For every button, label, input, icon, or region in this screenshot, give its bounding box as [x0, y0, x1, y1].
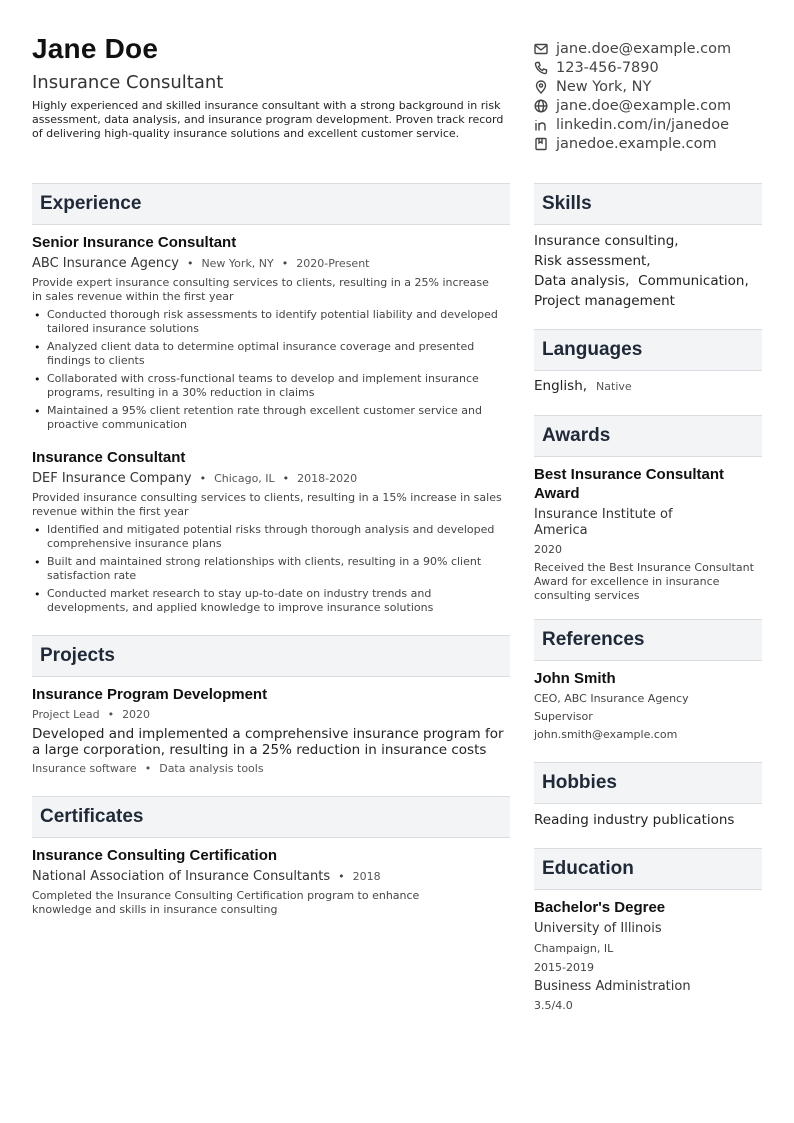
job-dates: 2020-Present: [296, 257, 370, 270]
separator-dot: •: [338, 870, 345, 883]
job-bullets: [32, 308, 504, 436]
award-org-line: Insurance Institute of: [534, 507, 673, 522]
separator-dot: •: [199, 472, 207, 485]
list-item: • Maintained a 95% client retention rate through excellent customer service and proactive communication: [32, 404, 504, 432]
certificate-issuer-line: [32, 869, 381, 884]
bookmark-icon: [534, 137, 548, 151]
contact-phone[interactable]: [534, 58, 774, 77]
reference-name: John Smith: [534, 670, 616, 687]
contact-portfolio-text: janedoe.example.com: [556, 135, 717, 152]
contact-website[interactable]: [534, 96, 774, 115]
education-section-header: Education: [534, 848, 762, 890]
list-item: • Built and maintained strong relationships with clients, resulting in a 90% client satisfaction rate: [32, 555, 504, 583]
job-bullets: [32, 523, 504, 619]
separator-dot: •: [107, 708, 115, 721]
contact-website-text: jane.doe@example.com: [556, 97, 732, 114]
project-tool: Data analysis tools: [159, 762, 264, 775]
list-item: • Conducted market research to stay up-to-date on industry trends and developments, and applied knowledge to improve insurance solutions: [32, 587, 504, 615]
list-item: • Conducted thorough risk assessments to identify potential liability and developed tailored insurance solutions: [32, 308, 504, 336]
job-summary: Provide expert insurance consulting services to clients, resulting in a 25% increase in sales revenue within the first year: [32, 276, 489, 303]
award-title: [534, 465, 762, 503]
envelope-icon: [534, 42, 548, 56]
project-tools: [32, 762, 264, 775]
contact-email-text: jane.doe@example.com: [556, 40, 732, 57]
linkedin-icon: [534, 118, 548, 132]
education-gpa: 3.5/4.0: [534, 999, 573, 1012]
skill-row: [534, 271, 762, 291]
list-item: • Collaborated with cross-functional teams to develop and implement insurance programs, resulting in a 30% reduction in claims: [32, 372, 504, 400]
job-company: DEF Insurance Company: [32, 471, 192, 486]
experience-section-header: Experience: [32, 183, 510, 225]
hobby-item: Reading industry publications: [534, 812, 735, 828]
job-dates: 2018-2020: [297, 472, 358, 485]
education-field: Business Administration: [534, 979, 691, 994]
hobbies-section-header: Hobbies: [534, 762, 762, 804]
contact-phone-text: 123-456-7890: [556, 59, 659, 76]
project-role: Project Lead: [32, 708, 100, 721]
globe-icon: [534, 99, 548, 113]
award-title-line: Best Insurance Consultant: [534, 466, 725, 483]
project-year: 2020: [122, 708, 151, 721]
map-pin-icon: [534, 80, 548, 94]
separator-dot: •: [144, 762, 152, 775]
language-level: Native: [596, 379, 632, 393]
reference-position: CEO, ABC Insurance Agency: [534, 692, 689, 705]
reference-relation: Supervisor: [534, 710, 593, 723]
skill-item: Data analysis,: [534, 273, 630, 289]
projects-section-header: Projects: [32, 635, 510, 677]
candidate-title: Insurance Consultant: [32, 72, 224, 93]
skills-section-header: Skills: [534, 183, 762, 225]
skill-item: Insurance consulting,: [534, 233, 679, 249]
contact-linkedin[interactable]: [534, 115, 774, 134]
award-title-line: Award: [534, 485, 580, 502]
skill-item: Project management: [534, 293, 675, 309]
list-item: • Analyzed client data to determine optimal insurance coverage and presented findings to clients: [32, 340, 504, 368]
contact-linkedin-text: linkedin.com/in/janedoe: [556, 116, 730, 133]
separator-dot: •: [281, 257, 289, 270]
reference-email[interactable]: john.smith@example.com: [534, 728, 678, 741]
certificates-section-header: Certificates: [32, 796, 510, 838]
list-item: • Identified and mitigated potential risks through thorough analysis and developed comprehensive insurance plans: [32, 523, 504, 551]
job-summary: Provided insurance consulting services to clients, resulting in a 15% increase in sales revenue within the first year: [32, 491, 502, 518]
contact-email[interactable]: [534, 39, 774, 58]
certificate-title: Insurance Consulting Certification: [32, 847, 278, 864]
project-description: Developed and implemented a comprehensive insurance program for a large corporation, resulting in a 25% reduction in insurance costs: [32, 726, 504, 758]
education-location: Champaign, IL: [534, 942, 614, 955]
awards-section-header: Awards: [534, 415, 762, 457]
job-company: ABC Insurance Agency: [32, 256, 179, 271]
award-organization: [534, 507, 762, 539]
certificate-issuer: National Association of Insurance Consultants: [32, 869, 331, 884]
education-dates: 2015-2019: [534, 961, 594, 974]
candidate-name: Jane Doe: [32, 33, 159, 64]
references-section-header: References: [534, 619, 762, 661]
skill-item: Risk assessment,: [534, 253, 651, 269]
job-title: Insurance Consultant: [32, 449, 186, 466]
language-name: English,: [534, 378, 588, 394]
project-tool: Insurance software: [32, 762, 137, 775]
project-title: Insurance Program Development: [32, 686, 268, 703]
job-location: Chicago, IL: [214, 472, 275, 485]
award-description: Received the Best Insurance Consultant Award for excellence in insurance consulting services: [534, 561, 754, 602]
skill-item: Communication,: [638, 273, 749, 289]
profile-summary: Highly experienced and skilled insurance consultant with a strong background in risk assessment, data analysis, and insurance program development. Proven track record of delivering high-quality insurance solutions and excellent customer service.: [32, 99, 504, 140]
job-location: New York, NY: [201, 257, 274, 270]
award-org-line: America: [534, 523, 588, 538]
contact-portfolio[interactable]: [534, 134, 774, 153]
contact-list: [534, 39, 774, 153]
certificate-description: Completed the Insurance Consulting Certification program to enhance knowledge and skills in insurance consulting: [32, 889, 420, 916]
skills-list: [534, 231, 762, 311]
job-company-line: [32, 256, 370, 271]
language-item: [534, 378, 632, 394]
education-degree: Bachelor's Degree: [534, 899, 666, 916]
languages-section-header: Languages: [534, 329, 762, 371]
award-year: 2020: [534, 543, 562, 556]
contact-location-text: New York, NY: [556, 78, 652, 95]
contact-location: [534, 77, 774, 96]
phone-icon: [534, 61, 548, 75]
job-title: Senior Insurance Consultant: [32, 234, 237, 251]
education-school: University of Illinois: [534, 921, 662, 936]
project-meta: [32, 708, 150, 721]
separator-dot: •: [282, 472, 290, 485]
separator-dot: •: [186, 257, 194, 270]
certificate-year: 2018: [352, 870, 381, 883]
job-company-line: [32, 471, 357, 486]
